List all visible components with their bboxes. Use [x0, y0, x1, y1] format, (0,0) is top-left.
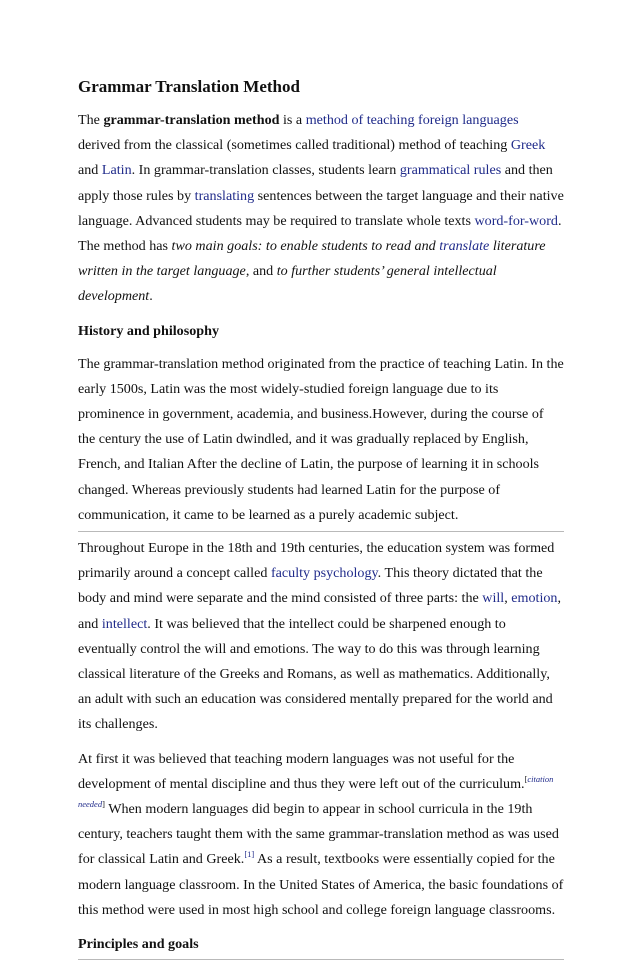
paragraph-text: As a result, textbooks were essentially copied for the modern language classroom. In the United States of America, the basic foundations of this method were used in most high school and college foreign language classrooms. — [78, 851, 564, 918]
link-method-of-teaching[interactable]: method of teaching foreign languages — [305, 112, 519, 128]
citation-bracket: ] — [102, 799, 105, 810]
link-greek[interactable]: Greek — [510, 137, 546, 154]
intro-italic: literature written in the target language — [78, 238, 546, 280]
intro-text: sentences between the target language and their native language. Advanced students may be required to translate whole texts — [78, 187, 564, 229]
section-heading-principles: Principles and goals — [78, 932, 564, 960]
intro-text: and — [78, 162, 102, 179]
link-faculty-psychology[interactable]: faculty psychology — [270, 565, 378, 582]
paragraph-text: , and — [78, 590, 562, 632]
intro-bold-term: grammar-translation method — [103, 112, 280, 128]
paragraph-text: , — [504, 590, 512, 607]
link-translating[interactable]: translating — [194, 187, 255, 204]
intro-paragraph — [78, 108, 564, 310]
history-paragraph-2 — [78, 536, 564, 738]
intro-text: . The method has — [78, 212, 562, 255]
paragraph-text: At first it was believed that teaching modern languages was not useful for the development of mental discipline and thus they were left out of the curriculum. — [78, 750, 525, 792]
link-will[interactable]: will — [482, 590, 505, 607]
link-translate[interactable]: translate — [439, 238, 490, 255]
intro-italic: two main goals: to enable students to read and — [171, 238, 440, 255]
article — [78, 73, 564, 960]
link-grammatical-rules[interactable]: grammatical rules — [399, 162, 502, 179]
citation-bracket: [ — [524, 773, 528, 784]
intro-text: The — [78, 112, 104, 128]
intro-text: , and — [245, 263, 277, 280]
link-emotion[interactable]: emotion — [511, 590, 558, 607]
history-paragraph-1: The grammar-translation method originated from the practice of teaching Latin. In the early 1500s, Latin was the most widely-studied foreign language due to its prominence in government, academia, and business.However, during the course of the century the use of Latin dwindled, and it was gradually replaced by English, French, and Italian After the decline of Latin, the purpose of learning it in schools changed. Whereas previously students had learned Latin for the purpose of communication, it came to be learned as a purely academic subject. — [78, 352, 564, 532]
paragraph-text: When modern languages did begin to appear in school curricula in the 19th century, teachers taught them with the same grammar-translation method as was used for classical Latin and Greek. — [78, 801, 559, 868]
section-heading-history: History and philosophy — [78, 322, 219, 339]
intro-text: derived from the classical (sometimes called traditional) method of teaching — [78, 137, 511, 154]
paragraph-text: Throughout Europe in the 18th and 19th centuries, the education system was formed primarily around a concept called — [78, 540, 555, 582]
intro-italic: to further students’ general intellectual development — [78, 263, 497, 305]
link-word-for-word[interactable]: word-for-word — [474, 212, 558, 229]
citation-needed-link[interactable]: citation needed — [78, 773, 554, 810]
link-latin[interactable]: Latin — [101, 162, 132, 179]
paragraph-text: . This theory dictated that the body and mind were separate and the mind consisted of three parts: the — [78, 565, 543, 607]
link-intellect[interactable]: intellect — [101, 615, 148, 632]
page-title: Grammar Translation Method — [78, 77, 300, 96]
intro-text: and then apply those rules by — [78, 162, 553, 204]
paragraph-text: . It was believed that the intellect could be sharpened enough to eventually control the will and emotions. The way to do this was through learning classical literature of the Greeks and Romans, as well as mathematics. Additionally, an adult with such an education was considered mentally prepared for the world and its challenges. — [78, 615, 553, 733]
intro-text: . — [149, 288, 153, 305]
intro-text: . In grammar-translation classes, students learn — [131, 162, 400, 179]
intro-text: is a — [279, 112, 306, 128]
citation-1-link[interactable]: [1] — [244, 849, 255, 860]
history-paragraph-3 — [78, 747, 564, 923]
